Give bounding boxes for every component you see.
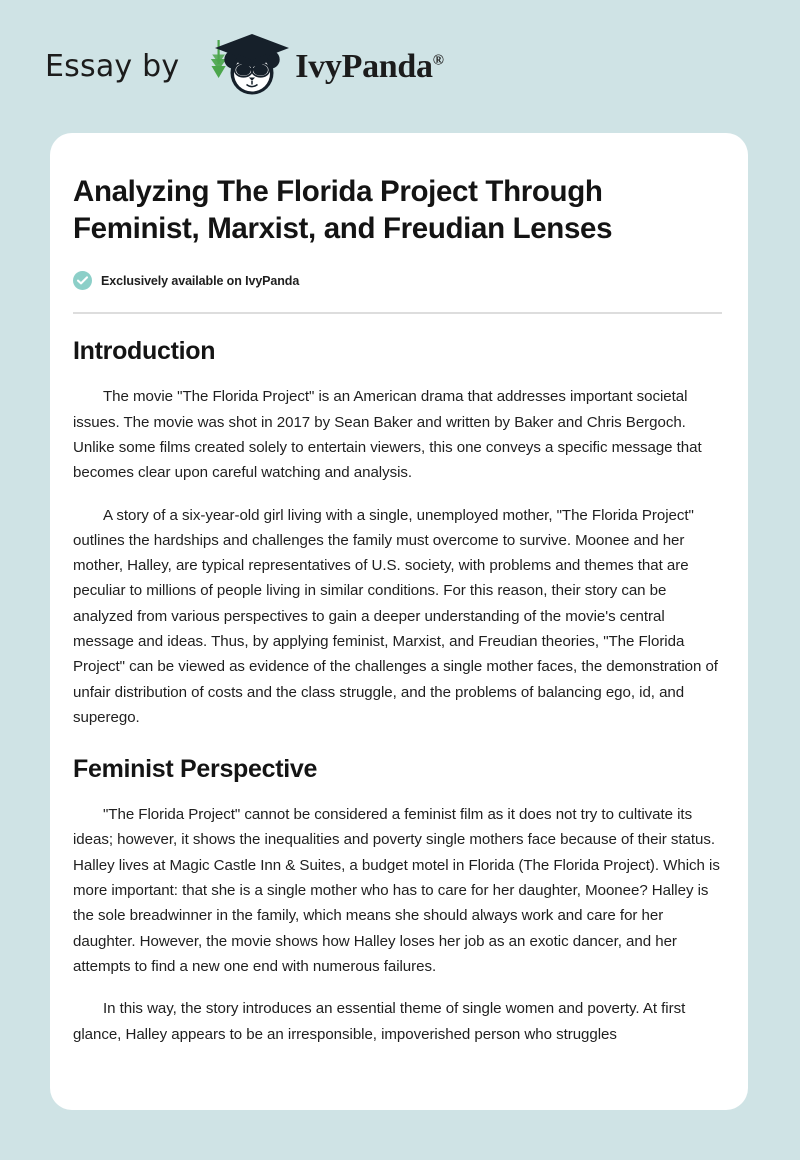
- brand-name-text: IvyPanda: [295, 47, 433, 85]
- panda-graduate-icon: [197, 32, 293, 102]
- paragraph: A story of a six-year-old girl living with a single, unemployed mother, "The Florida Project" outlines the hardships and challenges the family must overcome to survive. Moonee and her mother, Halley, are typical representatives of U.S. society, with problems and themes that are peculiar to millions of people living in similar conditions. For this reason, their story can be analyzed from various perspectives to gain a deeper understanding of the movie's central message and ideas. Thus, by applying feminist, Marxist, and Freudian theories, "The Florida Project" can be viewed as evidence of the challenges a single mother faces, the demonstration of unfair distribution of costs and the class struggle, and the problems of balancing ego, id, and superego.: [73, 506, 718, 726]
- check-circle-icon: [73, 271, 92, 290]
- paragraph: In this way, the story introduces an essential theme of single women and poverty. At first glance, Halley appears to be an irresponsible, impoverished person who struggles: [73, 1000, 686, 1043]
- ivypanda-wordmark: [295, 47, 444, 85]
- essay-card-content: [50, 133, 748, 1047]
- registered-trademark-icon: ®: [432, 52, 444, 69]
- essay-by-label: Essay by: [45, 48, 180, 84]
- exclusive-availability-label: Exclusively available on IvyPanda: [101, 273, 300, 288]
- paragraph: The movie "The Florida Project" is an American drama that addresses important societal issues. The movie was shot in 2017 by Sean Baker and written by Baker and Chris Bergoch. Unlike some films created solely to entertain viewers, this one conveys a specific message that becomes clear upon careful watching and analysis.: [73, 388, 702, 482]
- ivypanda-logo-link[interactable]: [197, 32, 443, 102]
- essay-card: [50, 133, 748, 1110]
- title-divider: [73, 312, 722, 314]
- brand-header: [0, 0, 800, 133]
- exclusive-availability-badge: [73, 271, 722, 290]
- paragraph: "The Florida Project" cannot be considered a feminist film as it does not try to cultivate its ideas; however, it shows the inequalities and poverty single mothers face because of their status. Halley lives at Magic Castle Inn & Suites, a budget motel in Florida (The Florida Project). Which is more important: that she is a single mother who has to care for her daughter, Moonee? Halley is the sole breadwinner in the family, which means she should always work and care for her daughter. However, the movie shows how Halley loses her job as an exotic dancer, and her attempts to find a new one end with numerous failures.: [73, 806, 720, 975]
- section-heading-feminist-perspective: Feminist Perspective: [73, 755, 318, 784]
- section-heading-introduction: Introduction: [73, 337, 216, 366]
- page-title: Analyzing The Florida Project Through Feminist, Marxist, and Freudian Lenses: [73, 175, 613, 246]
